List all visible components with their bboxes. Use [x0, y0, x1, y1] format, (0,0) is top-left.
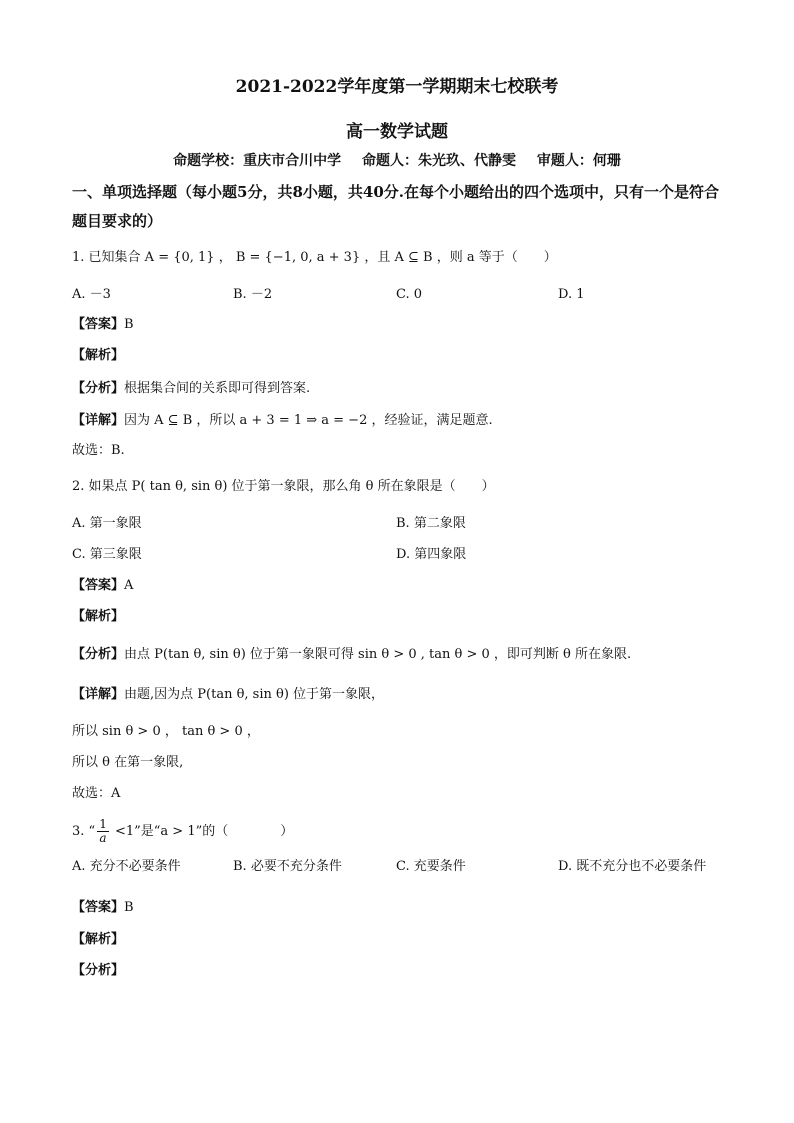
q2-stem: 2. 如果点 P( tan θ, sin θ) 位于第一象限，那么角 θ 所在象限是（ ） — [72, 479, 495, 494]
q2-analysis: 【分析】由点 P(tan θ, sin θ) 位于第一象限可得 sin θ > 0 , tan θ > 0 ，即可判断 θ 所在象限. — [72, 647, 632, 662]
q1-option-a: A. －3 — [72, 287, 111, 302]
q2-option-c: C. 第三象限 — [72, 547, 142, 562]
author-line — [0, 150, 794, 170]
exam-title: 2021-2022学年度第一学期期末七校联考 — [235, 77, 559, 97]
q3-jiexi: 【解析】 — [72, 932, 125, 947]
q2-choose: 故选：A — [72, 786, 121, 801]
q1-detail: 【详解】因为 A ⊆ B ，所以 a + 3 = 1 ⇒ a = −2 ，经验证，满足题意. — [72, 413, 493, 428]
q1-option-b: B. －2 — [233, 287, 273, 302]
q2-answer: 【答案】A — [72, 578, 134, 593]
q3-option-b: B. 必要不充分条件 — [233, 859, 342, 874]
author-info: 命题人：朱光玖、代静雯 — [362, 153, 516, 169]
q3-fraction: $\frac{1}{a}$ — [99, 817, 107, 845]
section-heading: 一、单项选择题（每小题5分，共8小题，共40分.在每个小题给出的四个选项中，只有一个是符合题目要求的） — [72, 183, 719, 230]
school-info: 命题学校：重庆市合川中学 — [173, 153, 342, 169]
q2-option-d: D. 第四象限 — [396, 547, 467, 562]
q3-answer: 【答案】B — [72, 900, 134, 915]
exam-subtitle: 高一数学试题 — [346, 122, 448, 142]
reviewer-info: 审题人：何珊 — [536, 153, 621, 169]
q3-stem: 3. “ $\frac{1}{a}$ <1”是“a > 1”的（ ） — [72, 817, 294, 845]
q3-option-c: C. 充要条件 — [396, 859, 466, 874]
q1-option-d: D. 1 — [558, 287, 585, 302]
q3-option-d: D. 既不充分也不必要条件 — [558, 859, 707, 874]
q1-choose: 故选：B. — [72, 443, 125, 458]
q1-stem: 1. 已知集合 A = {0, 1} ， B = {−1, 0, a + 3} ，且 A ⊆ B ，则 a 等于（ ） — [72, 250, 557, 265]
q2-option-a: A. 第一象限 — [72, 516, 142, 531]
q2-line2: 所以 sin θ > 0 ， tan θ > 0 ， — [72, 724, 260, 739]
q3-analysis: 【分析】 — [72, 963, 125, 978]
q1-analysis: 【分析】根据集合间的关系即可得到答案. — [72, 381, 311, 396]
q2-line3: 所以 θ 在第一象限, — [72, 755, 184, 770]
q2-option-b: B. 第二象限 — [396, 516, 466, 531]
q1-answer: 【答案】B — [72, 317, 134, 332]
q2-detail: 【详解】由题,因为点 P(tan θ, sin θ) 位于第一象限， — [72, 687, 385, 702]
q1-jiexi: 【解析】 — [72, 348, 125, 363]
q3-option-a: A. 充分不必要条件 — [72, 859, 181, 874]
q1-option-c: C. 0 — [396, 287, 423, 302]
q2-jiexi: 【解析】 — [72, 609, 125, 624]
